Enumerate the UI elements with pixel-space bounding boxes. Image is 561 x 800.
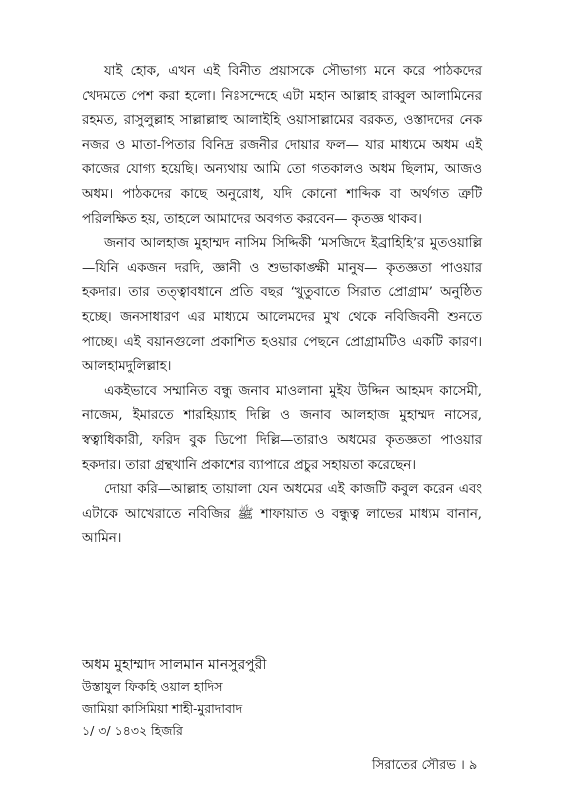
paragraph-1: যাই হোক, এখন এই বিনীত প্রয়াসকে সৌভাগ্য মনে করে পাঠকদের খেদমতে পেশ করা হলো। নিঃসন্দেহে এটা মহান আল্লাহ রাব্বুল আলামিনের রহমত, রাসুলুল্লাহ সাল্লাল্লাহু আলাইহি ওয়াসাল্লামের বরকত, ওস্তাদদের নেক নজর ও মাতা-পিতার বিনিদ্র রজনীর দোয়ার ফল— যার মাধ্যমে অধম এই কাজের যোগ্য হয়েছি। অন্যথায় আমি তো গতকালও অধম ছিলাম, আজও অধম। পাঠকদের কাছে অনুরোধ, যদি কোনো শাব্দিক বা অর্থগত ত্রুটি পরিলক্ষিত হয়, তাহলে আমাদের অবগত করবেন— কৃতজ্ঞ থাকব। <box>82 64 482 227</box>
body-text <box>82 60 482 552</box>
paragraph-3: একইভাবে সম্মানিত বন্ধু জনাব মাওলানা মুইয ‍উদ্দিন আহমদ কাসেমী, নাজেম, ইমারতে শারহিয়্যাহ দিল্লি ও জনাব আলহাজ মুহাম্মদ নাসের, স্বত্বাধিকারী, ফরিদ বুক ডিপো দিল্লি—তারাও অধমের কৃতজ্ঞতা পাওয়ার হকদার। তারা গ্রন্থখানি প্রকাশের ব্যাপারে প্রচুর সহায়তা করেছেন। <box>82 383 482 473</box>
running-title: সিরাতের সৌরভ <box>372 758 456 773</box>
author-name: অধম মুহাম্মাদ সালমান মানসুরপুরী <box>82 657 267 673</box>
page-number: ৯ <box>468 758 478 773</box>
paragraph-2: জনাব আলহাজ মুহাম্মদ নাসিম সিদ্দিকী ‘মসজিদে ইব্রাহিহি’র মুতওয়াল্লি—যিনি একজন দরদি, জ্ঞানী ও শুভাকাঙ্ক্ষী মানুষ— কৃতজ্ঞতা পাওয়ার হকদার। তার তত্ত্বাবধানে প্রতি বছর ‘খুতুবাতে সিরাত প্রোগ্রাম’ অনুষ্ঠিত হচ্ছে। জনসাধারণ এর মাধ্যমে আলেমদের মুখ থেকে নবিজিবনী শুনতে পাচ্ছে। এই বয়ানগুলো প্রকাশিত হওয়ার পেছনে প্রোগ্রামটিও একটি কারণ। আলহামদুলিল্লাহ। <box>82 236 482 375</box>
signature-block <box>82 654 266 742</box>
author-institution: জামিয়া কাসিমিয়া শাহী-মুরাদাবাদ <box>82 701 243 716</box>
author-title: উস্তাযুল ফিকহি ওয়াল হাদিস <box>82 679 223 694</box>
paragraph-4: দোয়া করি—আল্লাহ তায়ালা যেন অধমের এই কাজটি কবুল করেন এবং এটাকে আখেরাতে নবিজির ﷺ শাফায়াত ও বন্ধুত্ব লাভের মাধ্যম বানান, আমিন। <box>82 482 482 547</box>
page-footer <box>372 756 477 777</box>
signature-date: ১/ ৩/ ১৪৩২ হিজরি <box>82 723 183 738</box>
footer-separator: । <box>460 758 465 773</box>
